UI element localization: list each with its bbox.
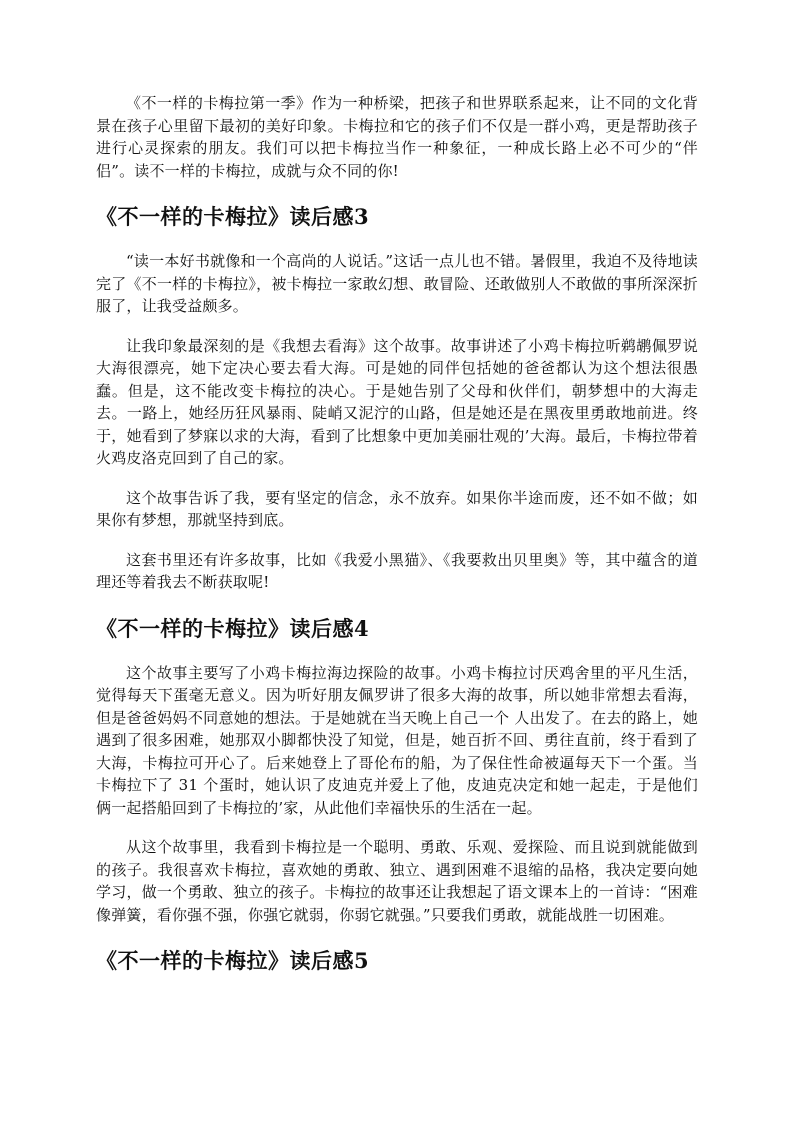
section-3-paragraph-3: 这个故事告诉了我，要有坚定的信念，永不放弃。如果你半途而废，还不如不做；如果你有梦想，那就坚持到底。: [96, 488, 698, 529]
document-page: [96, 92, 698, 994]
section-3-paragraph-4: 这套书里还有许多故事，比如《我爱小黑猫》、《我要救出贝里奥》等，其中蕴含的道理还等着我去不断获取呢!: [96, 550, 698, 591]
section-4-heading: 《不一样的卡梅拉》读后感4: [96, 615, 370, 641]
intro-paragraph: 《不一样的卡梅拉第一季》作为一种桥梁，把孩子和世界联系起来，让不同的文化背景在孩子心里留下最初的美好印象。卡梅拉和它的孩子们不仅是一群小鸡，更是帮助孩子进行心灵探索的朋友。我们可以把卡梅拉当作一种象征，一种成长路上必不可少的“伴侣”。读不一样的卡梅拉，成就与众不同的你!: [96, 94, 698, 180]
section-3-paragraph-1: “读一本好书就像和一个高尚的人说话。”这话一点儿也不错。暑假里，我迫不及待地读完了《不一样的卡梅拉》，被卡梅拉一家敢幻想、敢冒险、还敢做别人不敢做的事所深深折服了，让我受益颇多。: [96, 252, 698, 315]
section-3-heading: 《不一样的卡梅拉》读后感3: [96, 204, 370, 229]
section-5-heading: 《不一样的卡梅拉》读后感5: [96, 948, 370, 973]
section-4-paragraph-2: 从这个故事里，我看到卡梅拉是一个聪明、勇敢、乐观、爱探险、而且说到就能做到的孩子。我很喜欢卡梅拉，喜欢她的勇敢、独立、遇到困难不退缩的品格，我决定要向她学习，做一个勇敢、独立的孩子。卡梅拉的故事还让我想起了语文课本上的一首诗：“困难像弹簧，看你强不强，你强它就弱，你弱它就强。”只要我们勇敢，就能战胜一切困难。: [96, 838, 698, 924]
section-3-paragraph-2: 让我印象最深刻的是《我想去看海》这个故事。故事讲述了小鸡卡梅拉听鹈鹕佩罗说大海很漂亮，她下定决心要去看大海。可是她的同伴包括她的爸爸都认为这个想法很愚蠢。但是，这不能改变卡梅拉的决心。于是她告别了父母和伙伴们，朝梦想中的大海走去。一路上，她经历狂风暴雨、陡峭又泥泞的山路，但是她还是在黑夜里勇敢地前进。终于，她看到了梦寐以求的大海，看到了比想象中更加美丽壮观的’大海。最后，卡梅拉带着火鸡皮洛克回到了自己的家。: [96, 336, 698, 467]
section-4-paragraph-1: 这个故事主要写了小鸡卡梅拉海边探险的故事。小鸡卡梅拉讨厌鸡舍里的平凡生活，觉得每天下蛋毫无意义。因为听好朋友佩罗讲了很多大海的故事，所以她非常想去看海，但是爸爸妈妈不同意她的想法。于是她就在当天晚上自己一个 人出发了。在去的路上，她遇到了很多困难，她那双小脚都快没了知觉，但是，她百折不回、勇往直前，终于看到了大海，卡梅拉可开心了。后来她登上了哥伦布的船，为了保住性命被逼每天下一个蛋。当卡梅拉下了 31 个蛋时，她认识了皮迪克并爱上了他，皮迪克决定和她一起走，于是他们俩一起搭船回到了卡梅拉的’家，从此他们幸福快乐的生活在一起。: [96, 663, 698, 817]
